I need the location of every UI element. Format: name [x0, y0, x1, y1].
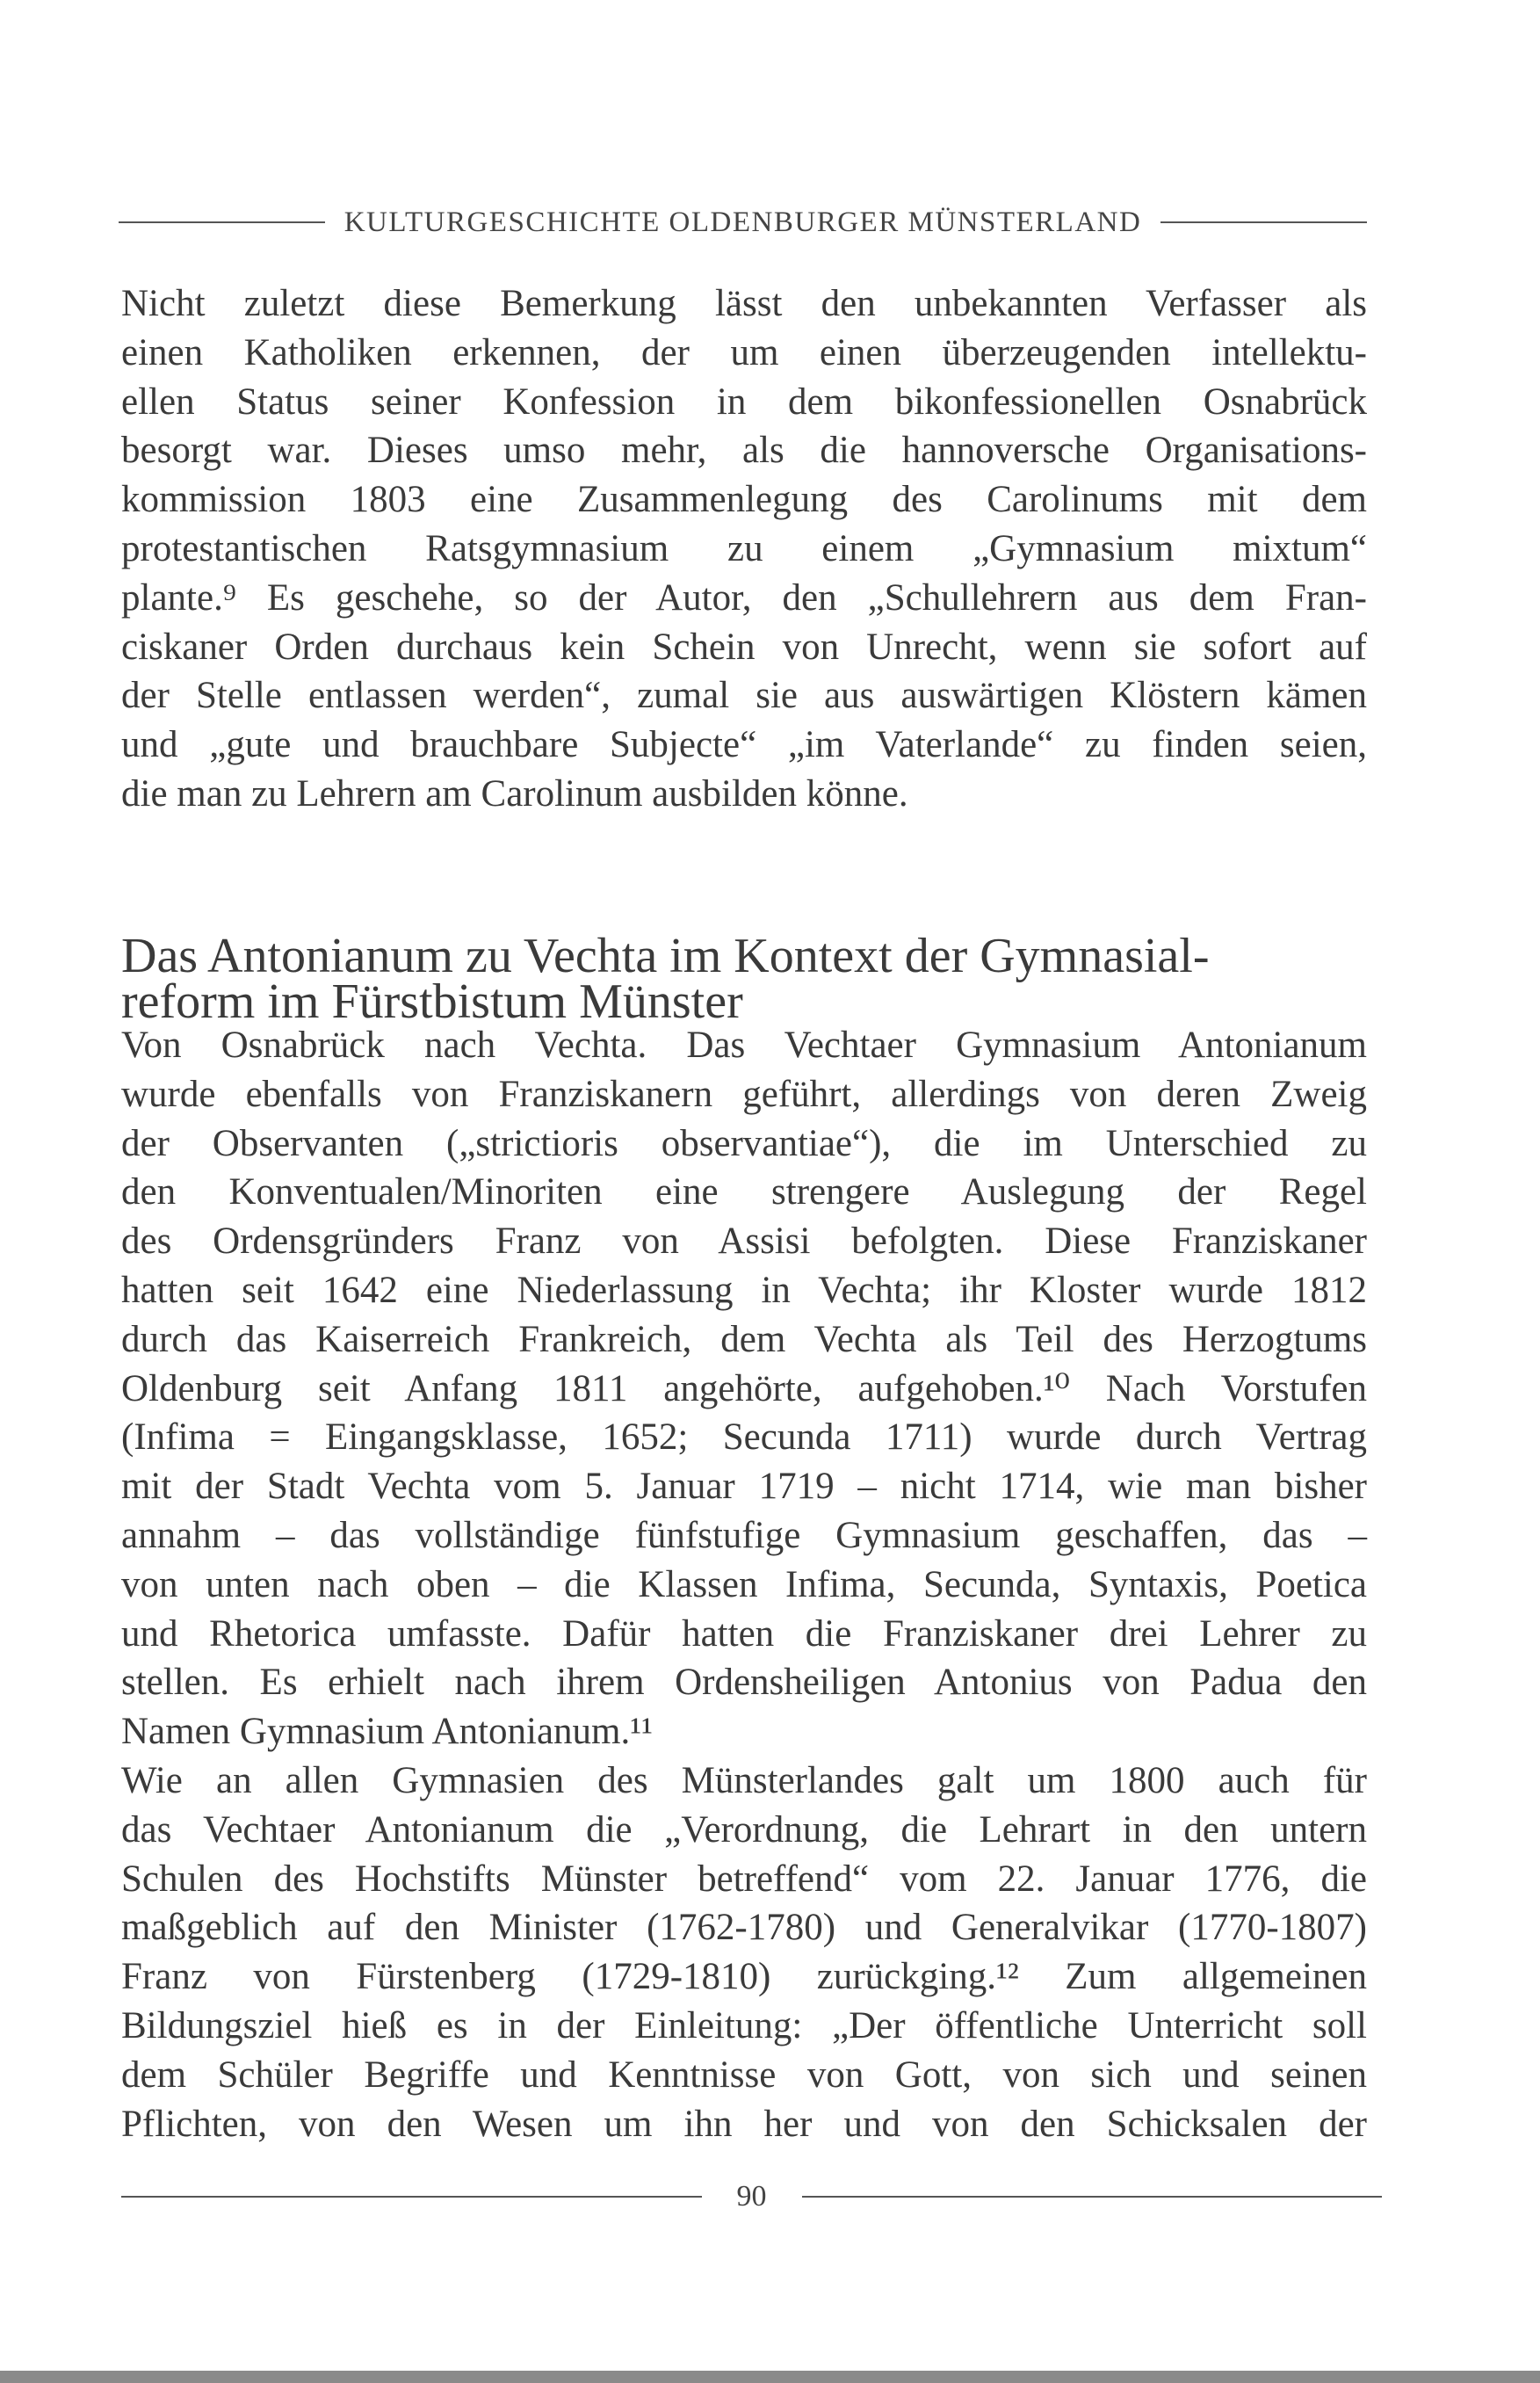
text-line: ciskaner Orden durchaus kein Schein von Unrecht, wenn sie sofort auf: [121, 626, 1367, 668]
paragraph-2: [121, 1021, 1367, 2148]
text-line: wurde ebenfalls von Franziskanern geführt, allerdings von deren Zweig: [121, 1073, 1367, 1115]
text-line: Nicht zuletzt diese Bemerkung lässt den unbekannten Verfasser als: [121, 283, 1367, 324]
heading-line: Das Antonianum zu Vechta im Kontext der Gymnasial-: [121, 929, 1210, 983]
text-line: Pflichten, von den Wesen um ihn her und von den Schicksalen der: [121, 2103, 1367, 2145]
text-line: Wie an allen Gymnasien des Münsterlandes galt um 1800 auch für: [121, 1759, 1367, 1801]
text-line: des Ordensgründers Franz von Assisi befolgten. Diese Franziskaner: [121, 1220, 1367, 1263]
header-rule-right: [1160, 221, 1367, 223]
text-line: hatten seit 1642 eine Niederlassung in Vechta; ihr Kloster wurde 1812: [121, 1269, 1367, 1311]
text-line: maßgeblich auf den Minister (1762-1780) und Generalvikar (1770-1807): [121, 1907, 1367, 1949]
text-line: besorgt war. Dieses umso mehr, als die hannoversche Organisations-: [121, 430, 1367, 472]
text-line: von unten nach oben – die Klassen Infima, Secunda, Syntaxis, Poetica: [121, 1563, 1367, 1605]
text-line: Oldenburg seit Anfang 1811 angehörte, aufgehoben.¹⁰ Nach Vorstufen: [121, 1367, 1367, 1409]
running-header-title: KULTURGESCHICHTE OLDENBURGER MÜNSTERLAND: [343, 206, 1142, 238]
text-line: dem Schüler Begriffe und Kenntnisse von Gott, von sich und seinen: [121, 2053, 1367, 2096]
text-line: mit der Stadt Vechta vom 5. Januar 1719 – nicht 1714, wie man bisher: [121, 1466, 1367, 1508]
text-line: und Rhetorica umfasste. Dafür hatten die Franziskaner drei Lehrer zu: [121, 1612, 1367, 1655]
footer-rule-left: [121, 2196, 702, 2198]
page-footer: [121, 2179, 1382, 2214]
text-line: plante.⁹ Es geschehe, so der Autor, den „Schullehrern aus dem Fran-: [121, 576, 1367, 619]
text-line: das Vechtaer Antonianum die „Verordnung, die Lehrart in den untern: [121, 1808, 1367, 1851]
running-header: [119, 200, 1367, 244]
text-line: Schulen des Hochstifts Münster betreffend“ vom 22. Januar 1776, die: [121, 1858, 1367, 1900]
section-heading: [121, 929, 1367, 1029]
scan-edge: [0, 2371, 1540, 2383]
text-line: Von Osnabrück nach Vechta. Das Vechtaer Gymnasium Antonianum: [121, 1025, 1367, 1066]
text-line: (Infima = Eingangsklasse, 1652; Secunda 1711) wurde durch Vertrag: [121, 1416, 1367, 1459]
text-line: protestantischen Ratsgymnasium zu einem „Gymnasium mixtum“: [121, 527, 1367, 569]
text-line: der Stelle entlassen werden“, zumal sie aus auswärtigen Klöstern kämen: [121, 675, 1367, 717]
text-line: die man zu Lehrern am Carolinum ausbilden könne.: [121, 772, 908, 815]
page-number: 90: [736, 2180, 767, 2213]
text-line: und „gute und brauchbare Subjecte“ „im Vaterlande“ zu finden seien,: [121, 724, 1367, 766]
paragraph-1: [121, 279, 1367, 819]
text-line: einen Katholiken erkennen, der um einen überzeugenden intellektu-: [121, 331, 1367, 373]
text-line: kommission 1803 eine Zusammenlegung des Carolinums mit dem: [121, 479, 1367, 521]
footer-rule-right: [802, 2196, 1383, 2198]
text-line: Bildungsziel hieß es in der Einleitung: „Der öffentliche Unterricht soll: [121, 2004, 1367, 2046]
text-line: ellen Status seiner Konfession in dem bikonfessionellen Osnabrück: [121, 380, 1367, 423]
text-line: Namen Gymnasium Antonianum.¹¹: [121, 1711, 654, 1753]
heading-line: reform im Fürstbistum Münster: [121, 974, 743, 1029]
text-line: den Konventualen/Minoriten eine strengere Auslegung der Regel: [121, 1171, 1367, 1213]
text-line: Franz von Fürstenberg (1729-1810) zurückging.¹² Zum allgemeinen: [121, 1956, 1367, 1998]
header-rule-left: [119, 221, 325, 223]
text-line: durch das Kaiserreich Frankreich, dem Vechta als Teil des Herzogtums: [121, 1318, 1367, 1360]
text-line: der Observanten („strictioris observantiae“), die im Unterschied zu: [121, 1122, 1367, 1164]
text-line: stellen. Es erhielt nach ihrem Ordensheiligen Antonius von Padua den: [121, 1662, 1367, 1704]
text-line: annahm – das vollständige fünfstufige Gymnasium geschaffen, das –: [121, 1514, 1367, 1556]
